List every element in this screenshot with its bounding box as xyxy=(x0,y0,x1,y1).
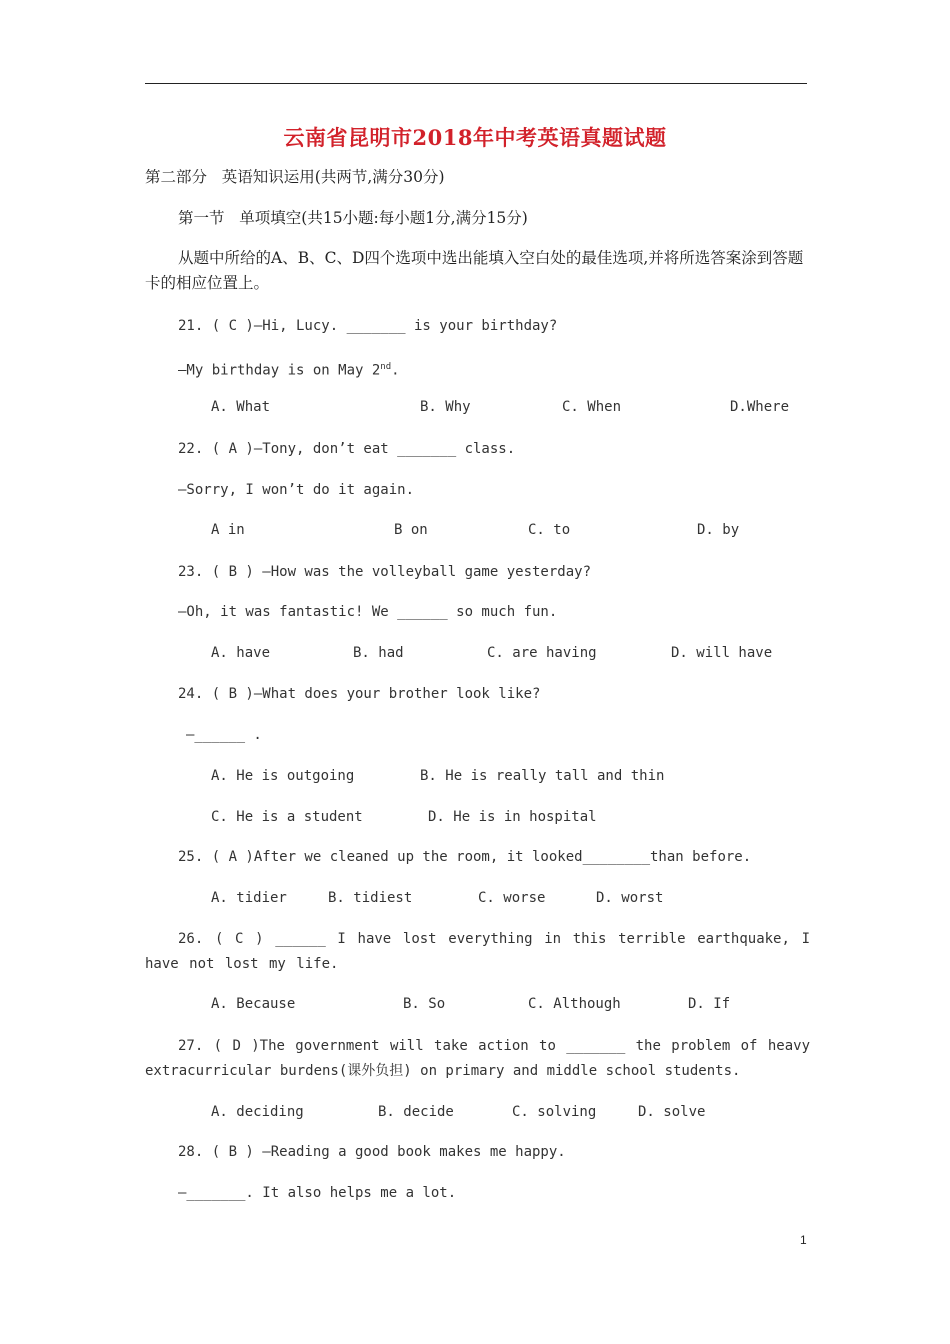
question-27-stem: 27. ( D )The government will take action to _______ the problem of heavy extracurricular burdens(课外负担) on primary and middle school students. xyxy=(145,1038,810,1079)
option-b: B. So xyxy=(403,996,446,1012)
question-22-reply: —Sorry, I won’t do it again. xyxy=(178,482,415,498)
option-b: B. had xyxy=(353,645,404,661)
option-d: D. He is in hospital xyxy=(428,809,597,825)
question-23-reply: —Oh, it was fantastic! We ______ so much fun. xyxy=(178,604,558,620)
option-c: C. He is a student xyxy=(211,809,363,825)
document-title: 云南省昆明市2018年中考英语真题试题 xyxy=(283,125,667,150)
option-b: B. tidiest xyxy=(328,890,413,906)
page-number: 1 xyxy=(800,1233,807,1247)
reply-text: —My birthday is on May 2 xyxy=(178,362,381,379)
option-c: C. worse xyxy=(478,890,546,906)
option-c: C. to xyxy=(528,522,571,538)
question-24-stem: 24. ( B )—What does your brother look like? xyxy=(178,686,541,702)
question-25-stem: 25. ( A )After we cleaned up the room, it looked________than before. xyxy=(178,849,752,865)
question-24-reply: —______ . xyxy=(186,727,262,743)
question-26-stem: 26. ( C ) ______ I have lost everything in this terrible earthquake, I have not lost my life. xyxy=(145,931,810,972)
ordinal-suffix: nd xyxy=(380,362,392,372)
option-b: B. decide xyxy=(378,1104,454,1120)
question-21-reply xyxy=(178,357,400,381)
option-a: A in xyxy=(211,522,245,538)
question-28-reply: —_______. It also helps me a lot. xyxy=(178,1185,457,1201)
option-c: C. solving xyxy=(512,1104,597,1120)
option-d: D. solve xyxy=(638,1104,706,1120)
option-c: C. are having xyxy=(487,645,597,661)
option-b: B. Why xyxy=(420,399,471,415)
option-a: A. What xyxy=(211,399,271,415)
question-28-stem: 28. ( B ) —Reading a good book makes me happy. xyxy=(178,1144,566,1160)
question-23-stem: 23. ( B ) —How was the volleyball game yesterday? xyxy=(178,564,592,580)
part-heading: 第二部分 英语知识运用(共两节,满分30分) xyxy=(145,168,445,186)
section-heading: 第一节 单项填空(共15小题:每小题1分,满分15分) xyxy=(178,209,528,227)
header-rule xyxy=(145,83,807,84)
option-c: C. When xyxy=(562,399,622,415)
reply-end: . xyxy=(391,362,400,379)
option-a: A. have xyxy=(211,645,271,661)
instructions: 从题中所给的A、B、C、D四个选项中选出能填入空白处的最佳选项,并将所选答案涂到答题卡的相应位置上。 xyxy=(145,249,804,292)
option-b: B. He is really tall and thin xyxy=(420,768,665,784)
option-d: D. If xyxy=(688,996,731,1012)
option-a: A. deciding xyxy=(211,1104,304,1120)
option-d: D. will have xyxy=(671,645,773,661)
option-a: A. Because xyxy=(211,996,296,1012)
question-22-stem: 22. ( A )—Tony, don’t eat _______ class. xyxy=(178,441,516,457)
option-a: A. tidier xyxy=(211,890,287,906)
option-d: D.Where xyxy=(730,399,790,415)
option-c: C. Although xyxy=(528,996,621,1012)
option-b: B on xyxy=(394,522,428,538)
option-d: D. worst xyxy=(596,890,664,906)
question-21-stem: 21. ( C )—Hi, Lucy. _______ is your birthday? xyxy=(178,318,558,334)
option-d: D. by xyxy=(697,522,740,538)
option-a: A. He is outgoing xyxy=(211,768,355,784)
